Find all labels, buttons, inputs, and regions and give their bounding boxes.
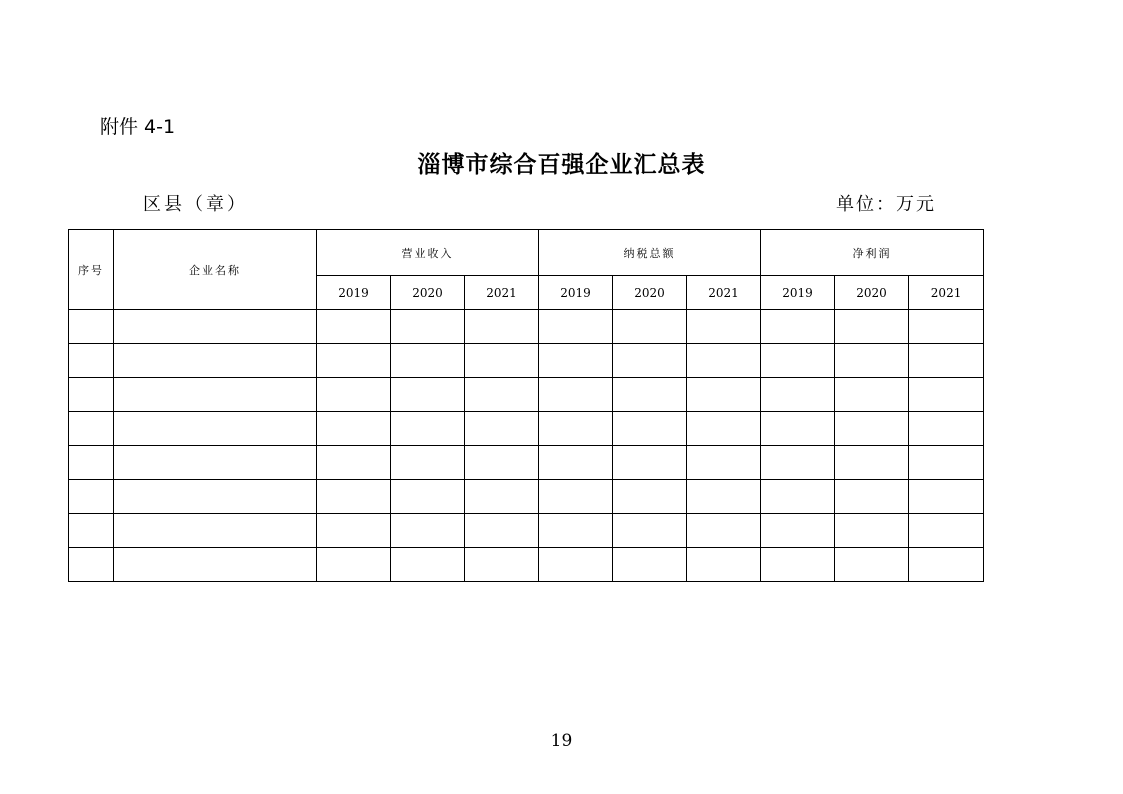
- value-cell[interactable]: [613, 412, 687, 446]
- value-cell[interactable]: [391, 480, 465, 514]
- header-tax-year: 2019: [539, 276, 613, 310]
- value-cell[interactable]: [539, 412, 613, 446]
- value-cell[interactable]: [687, 378, 761, 412]
- value-cell[interactable]: [761, 480, 835, 514]
- value-cell[interactable]: [687, 344, 761, 378]
- header-company-name: 企业名称: [114, 230, 317, 310]
- value-cell[interactable]: [465, 412, 539, 446]
- value-cell[interactable]: [539, 514, 613, 548]
- table-row: [69, 446, 984, 480]
- value-cell[interactable]: [317, 548, 391, 582]
- company-name-cell[interactable]: [114, 514, 317, 548]
- value-cell[interactable]: [613, 548, 687, 582]
- header-revenue-year: 2019: [317, 276, 391, 310]
- header-net-profit-year: 2021: [909, 276, 984, 310]
- table-row: [69, 344, 984, 378]
- value-cell[interactable]: [909, 514, 984, 548]
- value-cell[interactable]: [687, 480, 761, 514]
- value-cell[interactable]: [539, 548, 613, 582]
- value-cell[interactable]: [317, 514, 391, 548]
- value-cell[interactable]: [317, 480, 391, 514]
- header-revenue-year: 2020: [391, 276, 465, 310]
- value-cell[interactable]: [835, 548, 909, 582]
- value-cell[interactable]: [465, 344, 539, 378]
- value-cell[interactable]: [613, 378, 687, 412]
- serial-cell[interactable]: [69, 514, 114, 548]
- value-cell[interactable]: [465, 480, 539, 514]
- value-cell[interactable]: [687, 310, 761, 344]
- value-cell[interactable]: [835, 344, 909, 378]
- value-cell[interactable]: [761, 446, 835, 480]
- table-row: [69, 310, 984, 344]
- serial-cell[interactable]: [69, 548, 114, 582]
- value-cell[interactable]: [613, 310, 687, 344]
- company-name-cell[interactable]: [114, 412, 317, 446]
- company-name-cell[interactable]: [114, 446, 317, 480]
- value-cell[interactable]: [761, 378, 835, 412]
- value-cell[interactable]: [909, 548, 984, 582]
- value-cell[interactable]: [613, 446, 687, 480]
- value-cell[interactable]: [465, 446, 539, 480]
- value-cell[interactable]: [317, 446, 391, 480]
- table-row: [69, 548, 984, 582]
- header-serial-number: 序号: [69, 230, 114, 310]
- value-cell[interactable]: [539, 446, 613, 480]
- value-cell[interactable]: [539, 480, 613, 514]
- value-cell[interactable]: [687, 514, 761, 548]
- serial-cell[interactable]: [69, 310, 114, 344]
- company-name-cell[interactable]: [114, 548, 317, 582]
- table-row: [69, 480, 984, 514]
- value-cell[interactable]: [909, 480, 984, 514]
- value-cell[interactable]: [835, 378, 909, 412]
- value-cell[interactable]: [317, 412, 391, 446]
- header-net-profit-year: 2019: [761, 276, 835, 310]
- unit-label: 单位：万元: [836, 194, 936, 215]
- company-name-cell[interactable]: [114, 378, 317, 412]
- table-row: [69, 514, 984, 548]
- value-cell[interactable]: [539, 344, 613, 378]
- value-cell[interactable]: [761, 344, 835, 378]
- table-row: [69, 378, 984, 412]
- serial-cell[interactable]: [69, 446, 114, 480]
- value-cell[interactable]: [761, 548, 835, 582]
- value-cell[interactable]: [835, 412, 909, 446]
- value-cell[interactable]: [465, 514, 539, 548]
- value-cell[interactable]: [909, 378, 984, 412]
- page-number: 19: [550, 731, 573, 751]
- value-cell[interactable]: [391, 446, 465, 480]
- value-cell[interactable]: [317, 344, 391, 378]
- page-title: 淄博市综合百强企业汇总表: [417, 151, 706, 178]
- value-cell[interactable]: [317, 310, 391, 344]
- value-cell[interactable]: [687, 548, 761, 582]
- summary-table: [68, 229, 984, 582]
- value-cell[interactable]: [391, 378, 465, 412]
- value-cell[interactable]: [835, 480, 909, 514]
- serial-cell[interactable]: [69, 412, 114, 446]
- value-cell[interactable]: [835, 446, 909, 480]
- value-cell[interactable]: [613, 514, 687, 548]
- value-cell[interactable]: [391, 344, 465, 378]
- value-cell[interactable]: [835, 514, 909, 548]
- value-cell[interactable]: [761, 412, 835, 446]
- value-cell[interactable]: [391, 310, 465, 344]
- value-cell[interactable]: [613, 344, 687, 378]
- value-cell[interactable]: [317, 378, 391, 412]
- serial-cell[interactable]: [69, 480, 114, 514]
- value-cell[interactable]: [909, 310, 984, 344]
- value-cell[interactable]: [391, 514, 465, 548]
- value-cell[interactable]: [761, 310, 835, 344]
- value-cell[interactable]: [613, 480, 687, 514]
- value-cell[interactable]: [391, 412, 465, 446]
- header-group-revenue: 营业收入: [317, 230, 539, 276]
- header-group-tax: 纳税总额: [539, 230, 761, 276]
- value-cell[interactable]: [687, 412, 761, 446]
- value-cell[interactable]: [539, 378, 613, 412]
- company-name-cell[interactable]: [114, 344, 317, 378]
- serial-cell[interactable]: [69, 344, 114, 378]
- attachment-label: 附件 4-1: [100, 116, 176, 138]
- header-tax-year: 2020: [613, 276, 687, 310]
- value-cell[interactable]: [465, 310, 539, 344]
- company-name-cell[interactable]: [114, 480, 317, 514]
- serial-cell[interactable]: [69, 378, 114, 412]
- value-cell[interactable]: [465, 378, 539, 412]
- table-row: [69, 412, 984, 446]
- header-group-net-profit: 净利润: [761, 230, 984, 276]
- value-cell[interactable]: [465, 548, 539, 582]
- value-cell[interactable]: [391, 548, 465, 582]
- company-name-cell[interactable]: [114, 310, 317, 344]
- value-cell[interactable]: [539, 310, 613, 344]
- header-net-profit-year: 2020: [835, 276, 909, 310]
- value-cell[interactable]: [687, 446, 761, 480]
- header-revenue-year: 2021: [465, 276, 539, 310]
- header-tax-year: 2021: [687, 276, 761, 310]
- value-cell[interactable]: [835, 310, 909, 344]
- value-cell[interactable]: [909, 446, 984, 480]
- table-body: [69, 310, 984, 582]
- value-cell[interactable]: [909, 344, 984, 378]
- value-cell[interactable]: [909, 412, 984, 446]
- district-seal-label: 区县（章）: [143, 194, 248, 215]
- value-cell[interactable]: [761, 514, 835, 548]
